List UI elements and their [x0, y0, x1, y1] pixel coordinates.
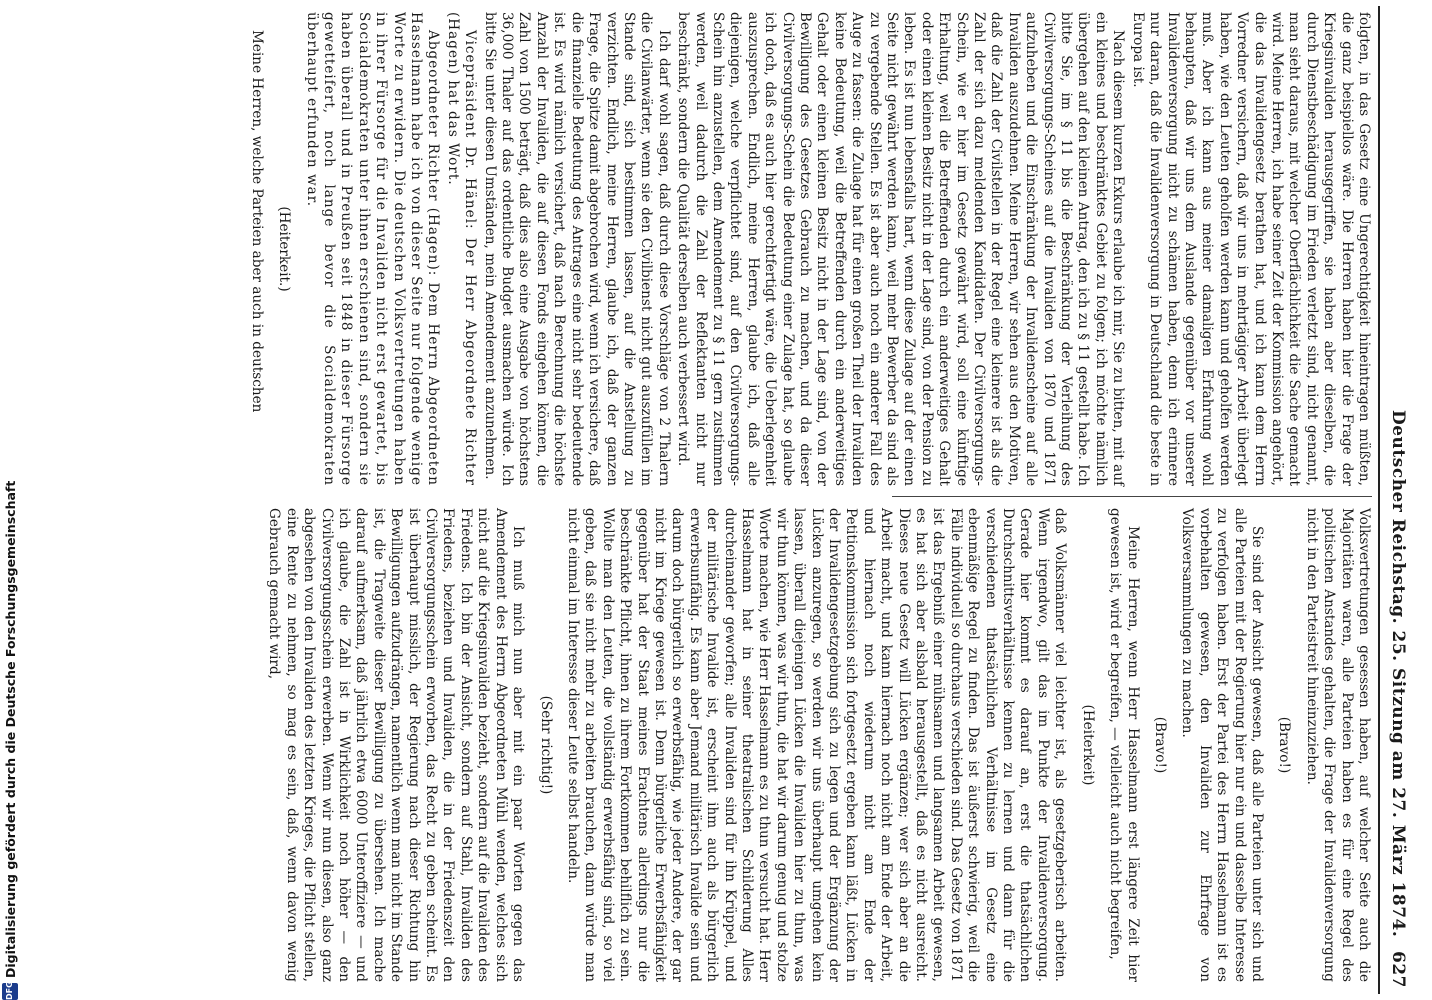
left-column: [245, 12, 1372, 486]
stage-direction-heiterkeit: (Heiterkeit.): [276, 206, 293, 292]
president-speech: Vicepräsident Dr. Hänel: Der Herr Abgeordnete Richter (Hagen) hat das Wort.: [444, 12, 479, 486]
right-paragraph: Meine Herren, wenn Herr Hasselmann erst längere Zeit hier gewesen ist, wird er begreifen, — vielleicht auch nicht begreifen,: [1107, 508, 1141, 982]
dfg-logo-icon: DFG: [2, 983, 18, 1000]
stage-direction-bravo: (Bravo!): [1151, 716, 1168, 774]
left-paragraph: Nach diesem kurzen Exkurs erlaube ich mir, Sie zu bitten, mit auf ein kleines und beschränktes Gebiet zu folgen; ich möchte nämlich übergehen auf den kleinen Antrag, den ich zu § 11 gestellt habe. Ich bitte Sie, im § 11 bis die Beschränkung der Verleihung des Civilversorgungs-Scheines auf die Invaliden von 1870 und 1871 aufzuheben und die Einschränkung der Invalidenscheine auf alle Invaliden auszudehnen. Meine Herren, wir sehen aus den Motiven, daß die Zahl der Civilstellen in der Regel eine kleinere ist als die Zahl der sich dazu meldenden Kandidaten. Der Civilversorgungs-Schein, wie er hier im Gesetz gewährt wird, soll eine künftige Erhaltung, weil die Betreffenden durch ein anderweitiges Gehalt oder einen kleinen Besitz nicht in der Lage sind, von der Pension zu leben. Es ist nun lebensfalls hart, wenn diese Zulage auf der einen Seite nicht gewährt werden kann, weil mehr Bewerber da sind als zu vergebende Stellen. Es ist aber auch noch ein anderer Fall des Auge zu fassen: die Zulage hat für einen großen Theil der Invaliden keine Bedeutung, weil die Betreffenden durch ein anderweitiges Gehalt oder einen kleinen Besitz nicht in der Lage sind, von der Bewilligung des Gesetzes Gebrauch zu machen, und da dieser Civilversorgungs-Schein die Bedeutung einer Zulage hat, so glaube ich doch, daß es auch hier gerechtfertigt wäre, die Ueberlegenheit auszusprechen. Endlich, meine Herren, glaube ich, daß alle diejenigen, welche verpflichtet sind, auf den Civilversorgungs-Schein hin anzustellen, dem Amendement zu § 11 gern zustimmen werden, weil dadurch die Zahl der Reflektanten nicht nur beschränkt, sondern die Qualität derselben auch verbessert wird.: [675, 12, 1127, 486]
running-head: [1382, 0, 1408, 1000]
right-paragraph: Ich muß mich nun aber mit ein paar Worten gegen das Amendement des Herrn Abgeordneten Mühl wenden, welches sich nicht auf die Kriegsinvaliden bezieht, sondern auf die Invaliden des Friedens. Ich bin der Ansicht, sondern auf Stahl, Invaliden des Friedens, beziehen und Invaliden, die in der Friedenszeit den Civilversorgungsschein erworben, das Recht zu geben scheint. Es ist überhaupt misslich, der Regierung nach dieser Richtung hin Bewilligungen aufzudrängen, namentlich wenn man nicht im Stande ist, die Tragweite dieser Bewilligung zu übersehen. Ich mache darauf aufmerksam, daß jährlich etwa 6000 Unteroffiziere — und ich glaube, die Zahl ist in Wirklichkeit noch höher — den Civilversorgungsschein erwerben. Wenn wir nun diesen, also ganz abgesehen von den Invaliden des letzten Krieges, die Pflicht stellen, eine Rente zu nehmen, so mag es sein, daß, wenn davon wenig Gebrauch gemacht wird,: [266, 508, 527, 982]
page-header-title: Deutscher Reichstag. 25. Sitzung am 27. März 1874.: [1388, 410, 1408, 938]
right-column: [263, 508, 1372, 982]
stage-direction-bravo: (Bravo!): [1276, 716, 1293, 774]
right-paragraph: Sie sind der Ansicht gewesen, daß alle Parteien unter sich und alle Parteien mit der Regierung hier nur ein und dasselbe Interesse zu verfolgen haben. Erst der Partei des Herrn Hasselmann ist es vorbehalten gewesen, den Invaliden zur Ehrfrage von Volksversammlungen zu machen.: [1179, 508, 1265, 982]
right-paragraph: Volksvertretungen gesessen haben, auf welcher Seite auch die Majoritäten waren, alle Parteien haben es für eine Regel des politischen Anstandes gehalten, die Frage der Invalidenversorgung nicht in den Parteistreit hineinzuziehen.: [1303, 508, 1372, 982]
right-paragraph: daß Volksmänner viel leichter ist, als gesetzgeberisch arbeiten. Wenn irgendwo, gilt das im Punkte der Invalidenversorgung. Gerade hier kommt es darauf an, erst die thatsächlichen Durchschnittsverhältnisse kennen zu lernen und dann für die verschiedenen thatsächlichen Verhältnisse im Gesetz eine ebenmäßige Regel zu finden. Das ist äußerst schwierig, weil die Fälle individuell so durchaus verschieden sind. Das Gesetz von 1871 ist das Ergebniß einer mühsamen und langsamen Arbeit gewesen, es hat sich aber alsbald herausgestellt, daß es nicht ausreicht. Dieses neue Gesetz will Lücken ergänzen; wer sich aber an die Arbeit macht, und kann hiernach noch nicht am Ende der Arbeit, und hiernach noch wiederum nicht am Ende der Petitionskommission sich fortgesetzt ergeben kann läßt, Lücken in der Invalidengesetzgebung sich zu legen und der Ergänzung der Lücken anzuregen, so werden wir uns überhaupt umgehen kein lassen, überall diejenigen Lücken die Invaliden hier zu thun, was wir thun können, was wir thun, die hat wir darum genug und stolze Worte machen, wie Herr Hasselmann es zu thun versucht hat. Herr Hasselmann hat in seiner theatralischen Schilderung Alles durcheinander geworfen; alle Invaliden sind für ihn Krüppel, und der militärische Invalide ist, erscheint ihm auch als bürgerlich erwerbsunfähig. Es kann aber Jemand militärisch Invalide sein und darum doch bürgerlich so erwerbsfähig, wie jeder Andere, der gar nicht im Kriege gewesen ist. Denn bürgerliche Erwerbsfähigkeit gegenüber hat der Staat meines Erachtens allerdings nur die beschränkte Pflicht, ihnen zu ihrem Fortkommen behilflich zu sein. Wollte man den Leuten, die vollständig erwerbsfähig sind, so viel geben, daß sie nicht mehr zu arbeiten brauchen, dann würde man nicht einmal im Interesse dieser Leute selbst handeln.: [564, 508, 1069, 982]
stage-direction-sehr-richtig: (Sehr richtig!): [537, 695, 554, 795]
left-paragraph: folgten, in das Gesetz eine Ungerechtigkeit hineintragen müßten, die ganz beispiellos wäre. Die Herren haben hier die Frage der Kriegsinvaliden herausgegriffen, sie haben aber dieselben, die durch Dienstbeschädigung im Frieden verletzt sind, nicht genannt, man sieht daraus, mit welcher Oberflächlichkeit die Sache gemacht wird. Meine Herren, ich habe seiner Zeit der Kommission angehört, die das Invalidengesetz berathen hat, und ich kann dem Herrn Vorredner versichern, daß wir uns in mehrtägiger Arbeit überlegt haben, wie den Leuten geholfen werden kann und geholfen werden muß. Aber ich kann aus meiner damaligen Erfahrung wohl behaupten, daß wir uns dem Auslande gegenüber vor unserer Invalidenversorgung nicht zu schämen haben, denn ich erinnere nur daran, daß die Invalidenversorgung in Deutschland die beste in Europa ist.: [1129, 12, 1372, 486]
digitization-credit: [0, 0, 22, 1000]
page-number: 627: [1388, 951, 1408, 988]
stage-direction-heiterkeit: (Heiterkeit): [1079, 704, 1096, 786]
left-paragraph: Ich darf wohl sagen, daß durch diese Vorschläge von 2 Thalern die Civilanwärter, wenn sie den Civilbienst nicht gut auszufüllen im Stande sind, sich bestimmen lassen, auf die Anstellung zu verzichten. Endlich, meine Herren, glaube ich, daß der ganzen Frage, die Spitze damit abgebrochen wird, wenn ich versichere, daß die finanzielle Bedeutung des Antrages eine nicht sehr bedeutende ist. Es wird nämlich versichert, daß nach Berechnung die höchste Anzahl der Invaliden, die auf diesen Fonds eingehen können, die Zahl von 1500 beträgt, daß dies also eine Ausgabe von höchstens 36,000 Thaler auf das ordentliche Budget ausmachen würde. Ich bitte Sie unter diesen Umständen, mein Amendement anzunehmen.: [481, 12, 672, 486]
left-last-line: Meine Herren, welche Parteien aber auch in deutschen: [248, 30, 265, 413]
credit-text: Digitalisierung gefördert durch die Deutsche Forschungsgemeinschaft: [3, 480, 18, 978]
header-rule: [1378, 6, 1380, 994]
column-divider: [892, 496, 1372, 497]
richter-speech: Abgeordneter Richter (Hagen): Dem Herrn Abgeordneten Hasselmann habe ich von dieser Seite nur folgende wenige Worte zu erwidern. Die deutschen Volksvertretungen haben in ihrer Fürsorge für die Invaliden nicht erst gewartet, bis Socialdemokraten unter ihnen erschienen sind, sondern sie haben überall und in Preußen seit 1848 in dieser Fürsorge gewetteifert, noch lange bevor die Socialdemokraten überhaupt erfunden war.: [303, 12, 442, 486]
document-page: [21, 0, 1416, 1000]
